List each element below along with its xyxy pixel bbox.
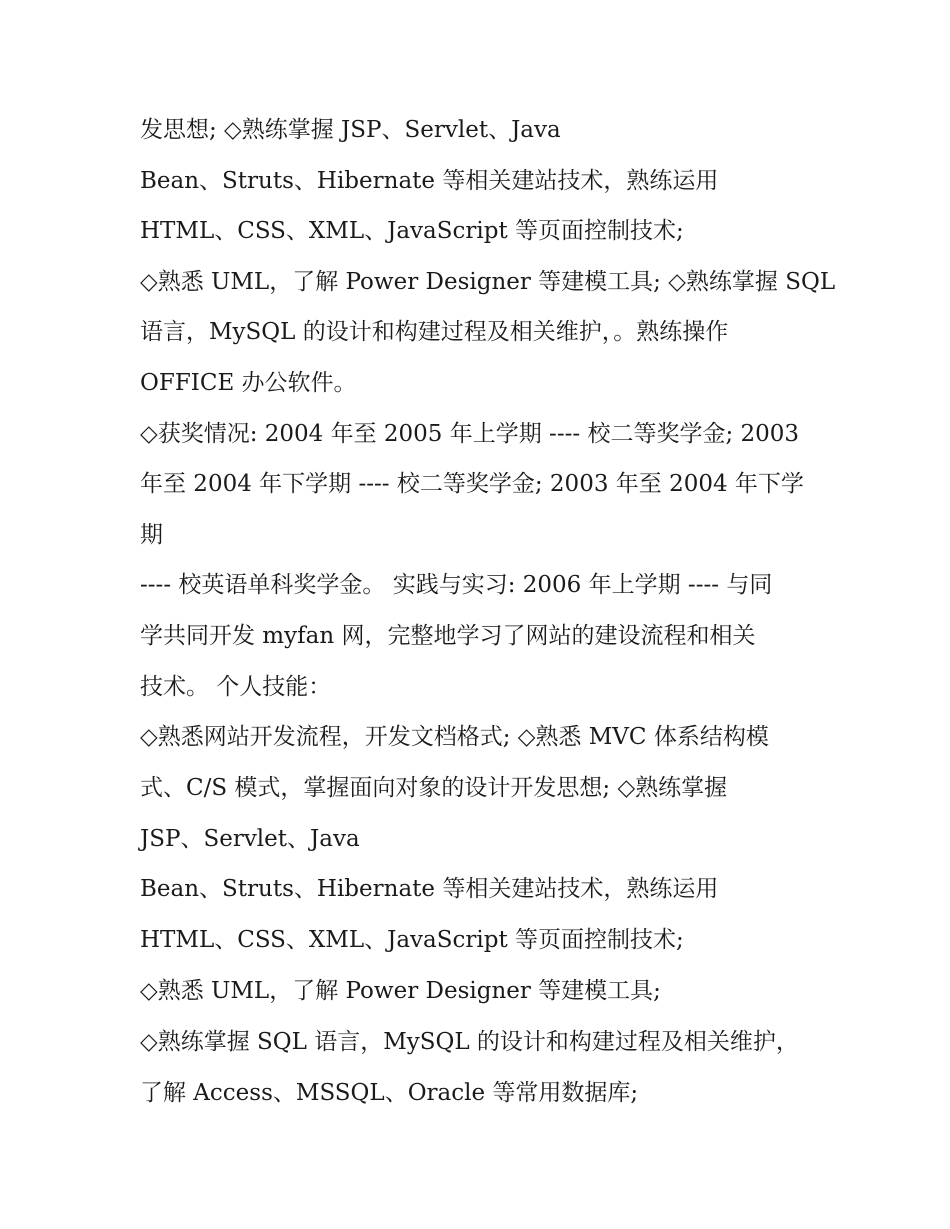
text-line: HTML、CSS、XML、JavaScript 等页面控制技术; bbox=[140, 218, 684, 244]
text-line: 发思想; ◇熟练掌握 JSP、Servlet、Java bbox=[140, 117, 561, 143]
text-line: 了解 Access、MSSQL、Oracle 等常用数据库; bbox=[140, 1080, 639, 1106]
text-line: ◇获奖情况: 2004 年至 2005 年上学期 ---- 校二等奖学金; 2003 bbox=[140, 421, 800, 447]
text-line: HTML、CSS、XML、JavaScript 等页面控制技术; bbox=[140, 927, 684, 953]
text-line: ---- 校英语单科奖学金。 实践与实习: 2006 年上学期 ---- 与同 bbox=[140, 572, 773, 598]
text-line: 期 bbox=[140, 522, 163, 548]
text-line: JSP、Servlet、Java bbox=[140, 826, 360, 852]
text-line: 年至 2004 年下学期 ---- 校二等奖学金; 2003 年至 2004 年下学 bbox=[140, 471, 804, 497]
text-line: 式、C/S 模式，掌握面向对象的设计开发思想; ◇熟练掌握 bbox=[140, 775, 728, 801]
text-line: ◇熟悉 UML，了解 Power Designer 等建模工具; ◇熟练掌握 SQL bbox=[140, 269, 836, 295]
text-line: 学共同开发 myfan 网，完整地学习了网站的建设流程和相关 bbox=[140, 623, 756, 649]
text-line: OFFICE 办公软件。 bbox=[140, 370, 357, 396]
text-line: ◇熟悉网站开发流程，开发文档格式; ◇熟悉 MVC 体系结构模 bbox=[140, 724, 769, 750]
text-line: Bean、Struts、Hibernate 等相关建站技术，熟练运用 bbox=[140, 168, 719, 194]
text-line: ◇熟悉 UML，了解 Power Designer 等建模工具; bbox=[140, 978, 661, 1004]
text-line: 技术。 个人技能： bbox=[140, 674, 332, 700]
text-line: 语言，MySQL 的设计和构建过程及相关维护，。熟练操作 bbox=[140, 319, 729, 345]
text-line: ◇熟练掌握 SQL 语言，MySQL 的设计和构建过程及相关维护， bbox=[140, 1029, 799, 1055]
text-line: Bean、Struts、Hibernate 等相关建站技术，熟练运用 bbox=[140, 876, 719, 902]
